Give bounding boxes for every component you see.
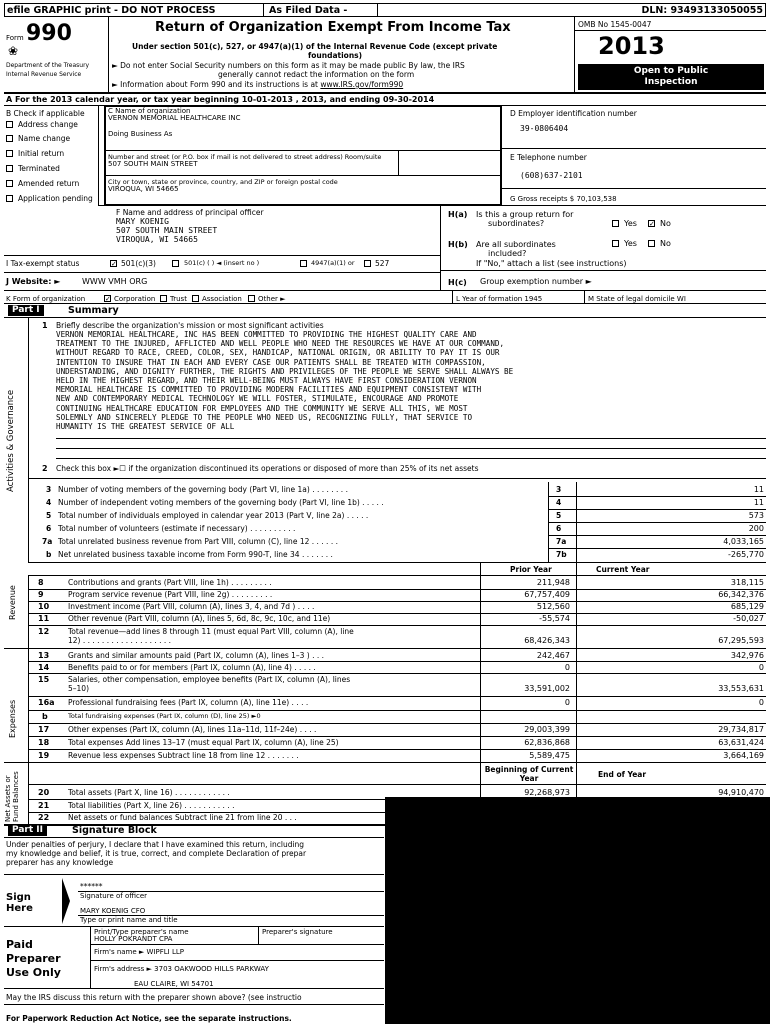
open-inspection-badge: Open to Public Inspection [578,64,764,90]
gov-line-num: b [46,550,52,559]
gov-line-box: 5 [556,511,562,520]
line2-text: Check this box ►☐ if the organization discontinued its operations or disposed of more than 25% of its net assets [56,464,479,473]
revenue-line-label: Contributions and grants (Part VIII, line 1h) . . . . . . . . . [68,578,272,587]
expense-line-label: Grants and similar amounts paid (Part IX, column (A), lines 1–3 ) . . . [68,651,325,660]
irs-label: Internal Revenue Service [6,71,82,78]
redaction-block [385,797,770,1024]
col-prior-year: Prior Year [510,565,552,574]
side-label-expenses: Expenses [8,699,17,738]
expense-line-num: 17 [38,725,50,734]
expense-current-value: 0 [758,698,764,707]
perjury-line3: preparer has any knowledge [6,858,114,867]
mission-text: VERNON MEMORIAL HEALTHCARE, INC HAS BEEN COMMITTED TO PROVIDING THE HIGHEST QUALITY CARE AND TREATMENT TO THE INJURED, AFFLICTED AND WELL PEOPLE WHO NEED THE RESOURCES WE HAVE AT OUR COMMAND, WITHOUT REGARD TO RACE, CREED, COLOR, SEX, HANDICAP, NATIONAL ORIGIN, OR ABILITY TO PAY IT IS OUR INTENTION TO INSURE THAT IN EACH AND EVERY CASE OUR PATIENTS SHALL BE TREATED WITH COMPASSION, UNDERSTANDING, AND DIGNITY FURTHER, THE RIGHTS AND PRIVILEGES OF THE PEOPLE WE SERVE SHALL ALWAYS BE HELD IN THE HIGHEST REGARD, AND THEIR WELL-BEING MUST ALWAYS HAVE FIRST CONSIDERATION VERNON MEMORIAL HEALTHCARE IS COMMITTED TO PROVIDING MODERN FACILITIES AND EQUIPMENT CONSISTENT WITH NEW AND CONTEMPORARY MEDICAL TECHNOLOGY WE WILL FOSTER, STIMULATE, ENCOURAGE AND PROMOTE CONTINUING HEALTHCARE EDUCATION FOR EMPLOYEES AND THE COMMUNITY WE SERVE ALL THIS, WE MOST SOLEMNLY AND SINCERELY PLEDGE TO THE PEOPLE WHO NEED US, RECOGNIZING FULLY, THAT SERVICE TO HUMANITY IS THE GREATEST SERVICE OF ALL [56,330,514,432]
form-trust-label: Trust [170,295,187,303]
org-name: VERNON MEMORIAL HEALTHCARE INC [108,114,241,122]
status-4947-label: 4947(a)(1) or [311,259,355,267]
expense-current-value: 3,664,169 [723,751,764,760]
terminated-label: Terminated [18,164,60,173]
gov-line-box: 4 [556,498,562,507]
form-corporation-checkbox[interactable]: ✓ [105,295,111,303]
paid-word: Paid [6,938,33,951]
application-pending-label: Application pending [18,194,93,203]
expense-line-num: 14 [38,663,50,672]
dba-label: Doing Business As [108,130,173,138]
line1-label: Briefly describe the organization's mission or most significant activities [56,321,324,330]
prep-sig-label: Preparer's signature [262,928,333,936]
omb-number: OMB No 1545-0047 [578,20,652,29]
firm-city: EAU CLAIRE, WI 54701 [134,980,214,988]
col-current-year: Current Year [596,565,650,574]
form-association-label: Association [202,295,242,303]
part2-tag: Part II [8,825,47,836]
revenue-prior-value: 68,426,343 [524,636,570,645]
hb-no-label: No [660,239,671,248]
expense-line-num: 13 [38,651,50,660]
street-label: Number and street (or P.O. box if mail is not delivered to street address) Room/suite [108,153,382,161]
hb-yes-label: Yes [624,239,637,248]
gov-line-box: 7a [556,537,567,546]
expense-prior-value: 62,836,868 [524,738,570,747]
street-address: 507 SOUTH MAIN STREET [108,160,198,168]
net-asset-line-num: 20 [38,788,50,797]
sig-officer-label: Signature of officer [80,892,148,900]
gov-line-num: 6 [46,524,52,533]
checkbox-terminated[interactable] [6,165,13,172]
net-asset-line-num: 22 [38,813,50,822]
sig-stars: ****** [80,882,103,891]
revenue-line-label: Program service revenue (Part VIII, line 2g) . . . . . . . . . [68,590,273,599]
irs-link[interactable]: www.IRS.gov/form990 [320,80,404,89]
gross-receipts: G Gross receipts $ 70,103,538 [510,195,617,203]
hc-label: H(c) [448,278,467,287]
expense-line-num: 16a [38,698,55,707]
sign-arrow-icon [62,878,70,924]
gov-line-label: Net unrelated business taxable income from Form 990-T, line 34 . . . . . . . [58,550,333,559]
status-501c3-checkbox[interactable]: ✓ [111,260,117,268]
form-corporation-label: Corporation [114,295,156,303]
status-527-label: 527 [375,259,390,268]
revenue-line-label: Investment income (Part VIII, column (A), lines 3, 4, and 7d ) . . . . [68,602,315,611]
asfiled-label: As Filed Data - [269,5,348,16]
hb-note: If "No," attach a list (see instructions) [476,259,627,268]
firm-address: Firm's address ► 3703 OAKWOOD HILLS PARKWAY [94,965,269,973]
net-asset-line-num: 21 [38,801,50,810]
expense-line-label: Total expenses Add lines 13–17 (must equal Part IX, column (A), line 25) [68,738,339,747]
ha-text1: Is this a group return for [476,210,574,219]
here-word: Here [6,903,33,914]
revenue-current-value: 67,295,593 [718,636,764,645]
expense-line-label: Benefits paid to or for members (Part IX, column (A), line 4) . . . . . [68,663,316,672]
net-asset-line-label: Net assets or fund balances Subtract line 21 from line 20 . . . [68,813,297,822]
form-sub1: Under section 501(c), 527, or 4947(a)(1) of the Internal Revenue Code (except private [132,42,498,51]
gov-line-value: -265,770 [728,550,764,559]
expense-current-value: 342,976 [730,651,764,660]
expense-line-label-cont: 5–10) [68,684,89,693]
revenue-line-num: 9 [38,590,44,599]
phone-value: (608)637-2101 [520,171,583,180]
part1-tag: Part I [8,305,44,316]
form-association-checkbox[interactable] [192,295,199,302]
net-asset-line-label: Total assets (Part X, line 16) . . . . . . . . . . . . [68,788,230,797]
signer-name-label: Type or print name and title [80,916,178,924]
revenue-prior-value: 512,560 [536,602,570,611]
ha-yes-checkbox[interactable] [612,220,619,227]
status-501c-checkbox[interactable] [172,260,179,267]
col-beginning-year: Beginning of Current Year [484,765,574,783]
part2-title: Signature Block [72,825,157,836]
form-word: Form [6,34,24,42]
gov-line-num: 5 [46,511,52,520]
checkbox-name-change[interactable] [6,135,13,142]
revenue-current-value: 66,342,376 [718,590,764,599]
ha-yes-label: Yes [624,219,637,228]
expense-line-label: Professional fundraising fees (Part IX, column (A), line 11e) . . . . [68,698,309,707]
checkbox-address-change[interactable] [6,121,13,128]
form-sub1b: foundations) [308,51,363,60]
gov-line-value: 573 [748,511,764,520]
hc-text: Group exemption number ► [480,277,592,286]
line-b-label: B Check if applicable [6,109,85,118]
side-label-net-assets: Net Assets or Fund Balances [4,771,20,822]
expense-prior-value: 5,589,475 [529,751,570,760]
gov-line-value: 200 [748,524,764,533]
status-527-checkbox[interactable] [364,260,371,267]
gov-line-box: 7b [556,550,567,559]
gov-line-value: 4,033,165 [723,537,764,546]
officer-street: 507 SOUTH MAIN STREET [116,226,218,235]
form-sub3: ► Information about Form 990 and its instructions is at www.IRS.gov/form990 [112,80,404,89]
officer-name: MARY KOENIG [116,217,169,226]
form-trust-checkbox[interactable] [160,295,167,302]
dept-treasury: Department of the Treasury [6,62,90,69]
revenue-line-num: 10 [38,602,50,611]
initial-return-label: Initial return [18,149,65,158]
firm-name: Firm's name ► WIPFLI LLP [94,948,184,956]
line-i-label: I Tax-exempt status [6,259,80,268]
city-label: City or town, state or province, country, and ZIP or foreign postal code [108,178,338,186]
revenue-line-num: 8 [38,578,44,587]
expense-line-num: 15 [38,675,50,684]
ha-no-label: No [660,219,671,228]
perjury-line2: my knowledge and belief, it is true, correct, and complete Declaration of prepar [6,849,307,858]
website-value[interactable]: WWW VMH ORG [82,277,148,286]
expense-line-label: Total fundraising expenses (Part IX, column (D), line 25) ►0 [68,712,261,720]
expense-line-label: Salaries, other compensation, employee benefits (Part IX, column (A), lines [68,675,351,684]
form-title: Return of Organization Exempt From Income Tax [155,20,511,35]
gov-line-value: 11 [753,485,764,494]
gov-line-label: Number of voting members of the governing body (Part VI, line 1a) . . . . . . . . [58,485,348,494]
expense-prior-value: 0 [564,698,570,707]
ha-no-checkbox[interactable]: ✓ [649,220,655,228]
gov-line-box: 3 [556,485,562,494]
address-change-label: Address change [18,120,78,129]
line-a: A For the 2013 calendar year, or tax year beginning 10-01-2013 , 2013, and ending 09-30-2014 [6,95,435,104]
year-formation: L Year of formation 1945 [456,295,543,303]
amended-return-label: Amended return [18,179,80,188]
website-label: J Website: ► [6,277,61,286]
side-label-revenue: Revenue [8,585,17,620]
expense-current-value: 63,631,424 [718,738,764,747]
eagle-icon: ❀ [8,44,19,58]
tax-year: 2013 [598,32,665,60]
revenue-line-label: Other revenue (Part VIII, column (A), lines 5, 6d, 8c, 9c, 10c, and 11e) [68,614,331,623]
expense-current-value: 33,553,631 [718,684,764,693]
irs-discuss: May the IRS discuss this return with the preparer shown above? (see instructio [6,993,302,1002]
revenue-line-label-cont: 12) . . . . . . . . . . . . . . . . . . . [68,636,172,645]
gov-line-label: Total number of volunteers (estimate if necessary) . . . . . . . . . . [58,524,296,533]
form-other-checkbox[interactable] [248,295,255,302]
ein-value: 39-0806404 [520,124,569,133]
checkbox-amended-return[interactable] [6,180,13,187]
revenue-line-label: Total revenue—add lines 8 through 11 (must equal Part VIII, column (A), line [68,627,354,636]
hb-no-checkbox[interactable] [648,240,655,247]
phone-label: E Telephone number [510,153,587,162]
line-k-label: K Form of organization [6,295,86,303]
gov-line-label: Total unrelated business revenue from Part VIII, column (C), line 12 . . . . . . [58,537,338,546]
expense-prior-value: 29,003,399 [524,725,570,734]
revenue-prior-value: 67,757,409 [524,590,570,599]
revenue-line-num: 12 [38,627,50,636]
side-label-activities: Activities & Governance [6,389,16,492]
gov-line-num: 3 [46,485,52,494]
expense-current-value: 0 [758,663,764,672]
ha-label: H(a) [448,210,468,219]
efile-banner [4,3,766,17]
net-asset-line-label: Total liabilities (Part X, line 26) . . . . . . . . . . . [68,801,235,810]
expense-current-value: 29,734,817 [718,725,764,734]
expense-line-num: 18 [38,738,50,747]
part1-title: Summary [68,305,119,316]
expense-prior-value: 242,467 [536,651,570,660]
hb-label: H(b) [448,240,468,249]
revenue-current-value: 685,129 [730,602,764,611]
hb-text2: included? [488,249,527,258]
expense-line-label: Revenue less expenses Subtract line 18 from line 12 . . . . . . . [68,751,299,760]
expense-prior-value: 33,591,002 [524,684,570,693]
hb-text1: Are all subordinates [476,240,556,249]
hb-yes-checkbox[interactable] [612,240,619,247]
checkbox-application-pending[interactable] [6,195,13,202]
ein-label: D Employer identification number [510,109,637,118]
expense-prior-value: 0 [564,663,570,672]
expense-line-label: Other expenses (Part IX, column (A), lines 11a–11d, 11f–24e) . . . . [68,725,317,734]
gov-line-label: Number of independent voting members of the governing body (Part VI, line 1b) . . . . . [58,498,384,507]
form-sub2b: generally cannot redact the information on the form [218,70,415,79]
use-only-word: Use Only [6,966,61,979]
col-end-year: End of Year [598,770,647,779]
officer-label: F Name and address of principal officer [116,208,264,217]
org-name-label: C Name of organization [108,107,191,115]
form-number: 990 [26,21,72,46]
status-501c3-label: 501(c)(3) [121,259,156,268]
form-other-label: Other ► [258,295,286,303]
checkbox-initial-return[interactable] [6,150,13,157]
officer-city: VIROQUA, WI 54665 [116,235,198,244]
expense-line-num: 19 [38,751,50,760]
gov-line-num: 4 [46,498,52,507]
line1-num: 1 [42,321,48,330]
expense-line-num: b [42,712,48,721]
revenue-prior-value: -55,574 [539,614,570,623]
dln-label: DLN: 93493133050055 [641,5,763,16]
efile-label: efile GRAPHIC print - DO NOT PROCESS [7,5,216,16]
revenue-line-num: 11 [38,614,50,623]
status-501c-label: 501(c) ( ) ◄ (insert no ) [184,259,260,267]
sign-word: Sign [6,892,31,903]
prep-name-label: Print/Type preparer's name [94,928,189,936]
revenue-current-value: 318,115 [730,578,764,587]
gov-line-box: 6 [556,524,562,533]
preparer-word: Preparer [6,952,61,965]
revenue-prior-value: 211,948 [536,578,570,587]
prep-name: HOLLY POKRANDT CPA [94,935,173,943]
gov-line-num: 7a [42,537,53,546]
paperwork-footer: For Paperwork Reduction Act Notice, see the separate instructions. [6,1014,292,1023]
form-sub2: ► Do not enter Social Security numbers on this form as it may be made public By law, the IRS [112,61,465,70]
revenue-current-value: -50,027 [733,614,764,623]
perjury-line1: Under penalties of perjury, I declare that I have examined this return, including [6,840,305,849]
state-domicile: M State of legal domicile WI [588,295,686,303]
city-state-zip: VIROQUA, WI 54665 [108,185,179,193]
ha-text2: subordinates? [488,219,545,228]
net-asset-end-value: 94,910,470 [718,788,764,797]
name-change-label: Name change [18,134,71,143]
gov-line-value: 11 [753,498,764,507]
net-asset-beg-value: 92,268,973 [524,788,570,797]
line2-num: 2 [42,464,48,473]
signer-name: MARY KOENIG CFO [80,907,146,915]
status-4947-checkbox[interactable] [300,260,307,267]
gov-line-label: Total number of individuals employed in calendar year 2013 (Part V, line 2a) . . . . . [58,511,369,520]
